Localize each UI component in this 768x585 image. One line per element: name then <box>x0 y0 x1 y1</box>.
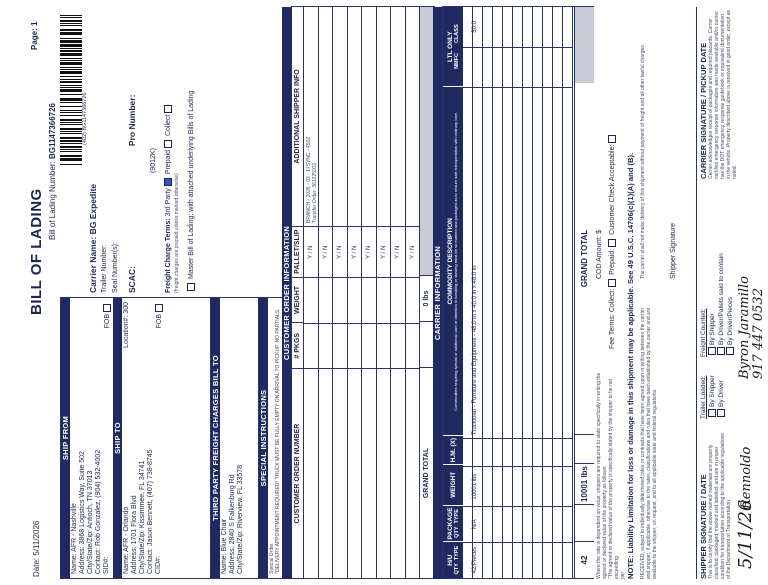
barcode-bar <box>60 131 82 132</box>
carrier-info-cell <box>533 438 543 466</box>
carrier-info-cell <box>533 7 543 47</box>
customer-order-heading: CUSTOMER ORDER INFORMATION <box>282 7 291 579</box>
carrier-info-grid-row <box>543 7 553 578</box>
carrier-info-cell <box>503 7 513 47</box>
trailer-by-driver-checkbox[interactable] <box>717 409 725 417</box>
customer-order-row <box>406 7 421 578</box>
barcode-bar <box>60 151 82 152</box>
carrier-info-row-1 <box>472 7 481 578</box>
carrier-delivery-note: The carrier shall not make delivery of this shipment without payment of freight and all other lawful charges. <box>640 43 646 279</box>
carrier-info-cell <box>523 466 533 506</box>
carrier-info-cell <box>503 438 513 466</box>
barcode-bar <box>60 79 82 80</box>
carrier-info-cell <box>523 87 533 438</box>
customer-order-cell <box>377 368 392 578</box>
carrier-info-cell <box>483 506 493 542</box>
barcode-bar <box>60 23 82 24</box>
customer-order-cell <box>348 7 363 226</box>
carrier-info-cell <box>523 438 533 466</box>
customer-order-row <box>348 7 363 578</box>
col-carrier-weight: WEIGHT <box>443 464 463 505</box>
cod-amount-field: COD Amount: $ <box>596 229 603 279</box>
col-hm: H.M. (X) <box>443 435 463 464</box>
freight-terms-note: (freight charges are prepaid unless marked otherwise) <box>174 173 180 293</box>
carrier-info-cell <box>513 87 523 438</box>
barcode-bar <box>60 122 82 123</box>
special-instructions-heading: SPECIAL INSTRUCTIONS <box>259 298 268 578</box>
customer-order-cell <box>391 368 406 578</box>
customer-order-cell <box>319 7 334 226</box>
carrier-info-grid-row <box>513 7 523 578</box>
carrier-info-grid-row <box>493 7 503 578</box>
trailer-loaded-section: Trailer Loaded: By Shipper By Driver <box>700 375 725 419</box>
row-type: N/A <box>472 519 478 530</box>
barcode-bar <box>60 76 82 77</box>
barcode-bar <box>60 25 82 26</box>
shipper-signature-heading: SHIPPER SIGNATURE / DATE <box>699 474 708 579</box>
barcode-bar <box>60 140 82 142</box>
signature-block <box>696 7 767 579</box>
carrier-info-cell <box>543 542 553 578</box>
carrier-info-header <box>443 7 463 578</box>
col-handling-unit: H/U QTY TYPE <box>443 541 463 578</box>
customer-order-cell: Y / N <box>319 226 334 277</box>
customer-order-cell <box>304 368 319 578</box>
customer-order-row <box>391 7 406 578</box>
driver-handwritten-name: Byron Jaramillo <box>737 276 752 379</box>
barcode-bar <box>60 164 82 165</box>
carrier-info-cell <box>503 542 513 578</box>
scac-pro-row <box>127 8 138 293</box>
carrier-info-cell <box>523 7 533 47</box>
customer-order-cell: Y / N <box>391 226 406 277</box>
date-field: Date: 5/11/2026 <box>32 520 41 577</box>
barcode-bar <box>60 58 82 59</box>
carrier-info-cell <box>513 7 523 47</box>
carrier-info-cell <box>563 466 573 506</box>
special-instructions-text: Special Order *DELIVERY APPOINTMENT REQUIRED* TRUCK MUST BE FULLY EMPTY ON ARRIVAL TO PICKUP. NO PARTIALS. <box>269 308 281 574</box>
customer-order-cell <box>362 7 377 226</box>
customer-order-cell <box>377 277 392 323</box>
document-title: BILL OF LADING <box>28 188 45 315</box>
shipper-certification: This is to certify that the above named materials are properly classified, packaged, marked and labeled, and are in proper condition for transportation according to the applicable regulations of the Department of Transportation. <box>708 433 732 579</box>
carrier-info-cell <box>493 87 503 438</box>
ship-from-heading: SHIP FROM <box>61 298 70 578</box>
barcode-bar <box>60 53 82 56</box>
barcode-bar <box>60 71 82 74</box>
freight-counted-section: Freight Counted: By Shipper By Driver/Pallets said to contain By Driver/Pieces <box>700 253 734 357</box>
barcode-bar <box>60 124 82 125</box>
barcode-bar <box>60 50 82 52</box>
customer-order-cell <box>391 323 406 369</box>
carrier-information-heading: CARRIER INFORMATION <box>433 7 442 579</box>
barcode-bar <box>60 87 82 88</box>
counted-by-shipper-checkbox[interactable] <box>708 347 716 355</box>
customer-order-table <box>291 6 435 579</box>
customer-order-row <box>304 7 319 578</box>
third-party-heading: THIRD PARTY FREIGHT CHARGES BILL TO <box>211 298 220 578</box>
row-qty: 42/Pieces <box>472 546 478 574</box>
carrier-info-cell <box>523 506 533 542</box>
barcode-bar <box>60 15 82 16</box>
customer-order-row <box>319 7 334 578</box>
barcode-bar <box>60 89 82 92</box>
col-package: PACKAGE QTY TYPE <box>443 505 463 542</box>
carrier-info-cell <box>563 438 573 466</box>
row-class: 50.0 <box>472 21 478 33</box>
carrier-info-grid-row <box>553 7 563 578</box>
barcode <box>60 15 82 165</box>
carrier-info-cell <box>563 542 573 578</box>
carrier-info-cell <box>553 438 563 466</box>
barcode-bar <box>60 133 82 134</box>
prepaid-checkbox[interactable] <box>164 140 172 148</box>
shipper-signature-section <box>699 429 732 579</box>
col-pallet-slip: PALLET/SLIP <box>292 226 304 277</box>
carrier-info-cell <box>493 47 503 87</box>
customer-order-cell <box>348 323 363 369</box>
customer-order-cell <box>406 323 421 369</box>
carrier-info-grid-row <box>563 7 573 578</box>
barcode-bar <box>60 62 82 65</box>
carrier-info-grid-row <box>523 7 533 578</box>
customer-order-cell <box>333 277 348 323</box>
customer-order-cell <box>333 368 348 578</box>
barcode-bar <box>60 17 82 18</box>
carrier-info-grid-row <box>533 7 543 578</box>
carrier-information-table <box>442 6 594 579</box>
customer-check-checkbox[interactable] <box>608 135 616 143</box>
ship-to-fob-checkbox[interactable] <box>155 304 163 312</box>
carrier-info-cell <box>503 87 513 438</box>
carrier-info-cell <box>543 7 553 47</box>
carrier-info-cell <box>493 438 503 466</box>
carrier-info-grid-row <box>483 7 493 578</box>
scac-field: SCAC: <box>127 266 137 293</box>
shipper-signature-label: Shipper Signature <box>670 222 677 279</box>
collect-checkbox[interactable] <box>164 105 172 113</box>
customer-order-grand-total-label: GRAND TOTAL <box>420 367 434 578</box>
carrier-info-cell <box>553 466 563 506</box>
party-block <box>60 297 212 579</box>
carrier-info-cell <box>543 87 553 438</box>
barcode-bar <box>60 38 82 39</box>
barcode-bar <box>60 102 82 103</box>
carrier-info-cell <box>553 506 563 542</box>
barcode-bar <box>60 40 82 43</box>
carrier-info-cell <box>553 542 563 578</box>
customer-order-cell <box>391 277 406 323</box>
customer-order-rows <box>304 7 420 578</box>
barcode-bar <box>60 67 82 68</box>
carrier-info-cell <box>543 506 553 542</box>
carrier-certification: Carrier acknowledges receipt of packages and required placards. Carrier certifies emergency response information was made available and/or carrier has the DOT emergency response guidebook or equivalent documentation in the vehicle. Property described above is received in good order, except as noted. <box>708 10 738 179</box>
carrier-info-cell <box>543 47 553 87</box>
barcode-bar <box>60 81 82 83</box>
customer-order-cell <box>362 368 377 578</box>
customer-order-cell <box>348 277 363 323</box>
ship-from-section: Name: AFR - Nashville Address: 3868 Logistics Way, Suite 502 City/State/Zip: Antioch, TN 37013 Contact: Rob Gonzalez, (904) 532-4002 SID#: FOB <box>70 298 113 578</box>
carrier-grand-total-label: GRAND TOTAL <box>580 229 589 288</box>
master-bol-row: Master Bill of Lading: with attached underlying Bills of Lading <box>186 8 197 293</box>
carrier-info-cell <box>563 87 573 438</box>
carrier-info-cell <box>513 466 523 506</box>
customer-order-cell <box>319 323 334 369</box>
fee-prepaid-checkbox[interactable] <box>608 239 616 247</box>
customer-order-cell <box>362 323 377 369</box>
customer-order-cell <box>333 323 348 369</box>
carrier-info-cell <box>513 506 523 542</box>
carrier-info-cell <box>563 506 573 542</box>
customer-order-cell <box>377 7 392 226</box>
bill-of-lading-document <box>24 0 768 585</box>
carrier-info-cell <box>533 542 543 578</box>
customer-order-cell <box>348 368 363 578</box>
barcode-bar <box>60 119 82 121</box>
barcode-bar <box>60 155 82 157</box>
customer-order-cell <box>406 7 421 226</box>
carrier-name-field: Carrier Name: BG Expedite <box>88 183 98 293</box>
third-party-block: THIRD PARTY FREIGHT CHARGES BILL TO Name: Blue Chair Address: 2840 S Falkenburg Rd City/State/Zip: Riverview, FL 33578 <box>210 297 260 579</box>
customer-order-cell <box>319 277 334 323</box>
carrier-info-cell <box>523 542 533 578</box>
ship-to-section: Name: AFR - Orlando Location#: 300 Address: 1701 Flora Blvd City/State/Zip: Kissimmee, FL 34741 Contact: Jason Bennett, (407) 738-8745 CID#: FOB <box>122 302 163 574</box>
bol-number: BG11473667​26 <box>48 102 57 160</box>
customer-order-cell <box>333 7 348 226</box>
customer-order-cell <box>391 7 406 226</box>
customer-order-row <box>377 7 392 578</box>
customer-order-cell <box>304 323 319 369</box>
barcode-bar <box>60 29 82 31</box>
row-description: Truckload - Furniture and Equipment - 48.0 in x 40.0 in x 48.0 in <box>472 265 478 435</box>
declared-value-note: Where the rate is dependent on value, shippers are required to state specifically in writing the agreed or declared value of the property as follows: "The agreed or declared value of the property is specifically stated by the shipper to be not exceeding per <box>596 372 626 579</box>
driver-handwritten-phone: 917 447 0532 <box>751 288 766 379</box>
third-party-checkbox[interactable] <box>164 178 172 186</box>
master-bol-checkbox[interactable] <box>187 283 195 291</box>
col-additional-info: ADDITIONAL SHIPPER INFO <box>292 7 304 226</box>
customer-order-cell <box>319 368 334 578</box>
carrier-info-cell <box>483 87 493 438</box>
carrier-info-cell <box>533 47 543 87</box>
customer-order-cell <box>406 277 421 323</box>
carrier-info-cell <box>483 542 493 578</box>
carrier-total-qty: 42 <box>575 541 594 578</box>
carrier-info-cell <box>553 87 563 438</box>
col-ltl-only: LTL ONLY NMFC CLASS <box>443 7 463 86</box>
counted-by-driver-pieces-checkbox[interactable] <box>726 347 734 355</box>
carrier-info-cell <box>503 506 513 542</box>
page-number: Page: 1 <box>30 21 39 50</box>
carrier-block <box>88 8 282 293</box>
customer-order-total-weight: 0 lbs <box>420 275 434 321</box>
customer-order-row <box>362 7 377 578</box>
carrier-info-cell <box>563 7 573 47</box>
carrier-info-cell <box>513 438 523 466</box>
carrier-info-cell <box>493 506 503 542</box>
barcode-bar <box>60 60 82 61</box>
carrier-info-cell <box>483 7 493 47</box>
barcode-graphic <box>60 15 82 165</box>
date-value: 5/11/2026 <box>32 520 41 556</box>
carrier-info-cell <box>493 7 503 47</box>
customer-order-cell: Y / N <box>362 226 377 277</box>
carrier-name: BG Expedite <box>88 183 98 235</box>
carrier-info-cell <box>533 506 543 542</box>
carrier-info-cell <box>533 87 543 438</box>
carrier-info-cell <box>483 466 493 506</box>
barcode-bar <box>60 112 82 113</box>
carrier-code: (9012K) <box>150 148 157 173</box>
col-customer-order-number: CUSTOMER ORDER NUMBER <box>292 368 304 578</box>
seal-number-field: Seal Number(s): <box>112 242 119 293</box>
carrier-info-cell <box>553 47 563 87</box>
carrier-info-cell <box>563 47 573 87</box>
customer-order-cell: Y / N <box>333 226 348 277</box>
carrier-signature-heading: CARRIER SIGNATURE / PICKUP DATE <box>699 42 708 179</box>
barcode-bar <box>60 115 82 116</box>
carrier-info-cell <box>493 542 503 578</box>
col-weight: WEIGHT <box>292 277 304 323</box>
barcode-bar <box>60 44 82 47</box>
barcode-bar <box>60 32 82 35</box>
barcode-bar <box>60 85 82 86</box>
carrier-info-cell <box>553 7 563 47</box>
col-commodity: COMMODITY DESCRIPTION Commodities requiring special or additional care or attention in handling or stowing must be so marked and packaged as to ensure safe transportation with ordinary care. <box>443 86 463 435</box>
barcode-text: (402) BG11473667​26 <box>82 92 88 145</box>
fee-collect-checkbox[interactable] <box>608 279 616 287</box>
carrier-info-total-row <box>574 7 594 578</box>
barcode-bar <box>60 128 82 130</box>
carrier-info-cell <box>513 542 523 578</box>
counted-by-driver-pallets-checkbox[interactable] <box>717 347 725 355</box>
fee-terms-row: Fee Terms: Collect: Prepaid: Customer Check Acceptable: <box>608 133 616 349</box>
pro-number-field: Pro Number: <box>127 94 137 147</box>
barcode-bar <box>60 158 82 161</box>
carrier-info-cell <box>513 47 523 87</box>
carrier-info-cell <box>543 438 553 466</box>
customer-order-cell: Y / N <box>348 226 363 277</box>
freight-terms-row: Freight Charge Terms: 3rd Party Prepaid Collect <box>163 8 174 293</box>
shipper-handwritten-date: 5/11/26 <box>735 499 756 569</box>
carrier-info-cell <box>543 466 553 506</box>
barcode-bar <box>60 106 82 107</box>
customer-order-header <box>292 7 304 578</box>
barcode-bar <box>60 146 82 148</box>
barcode-bar <box>60 98 82 101</box>
customer-order-cell: Y / N <box>304 226 319 277</box>
customer-order-cell <box>304 277 319 323</box>
customer-order-cell <box>377 323 392 369</box>
carrier-info-cell <box>493 466 503 506</box>
carrier-signature-section <box>699 9 738 179</box>
trailer-number-field: Trailer Number: <box>101 244 108 293</box>
ship-to-heading: SHIP TO <box>113 298 122 578</box>
barcode-bar <box>60 137 82 139</box>
carrier-info-cell <box>523 47 533 87</box>
col-pkgs: # PKGS <box>292 322 304 368</box>
customer-order-cell <box>362 277 377 323</box>
barcode-bar <box>60 48 82 49</box>
received-text: RECEIVED, subject to individually determined rates or contracts that have been agreed upon in writing between the carrier and shipper, if applicable, otherwise to the rates, classifications and rules that have been established by the carrier and are available to the shipper, on request, and to all applicable state and federal regulations. <box>640 307 658 579</box>
carrier-info-cell <box>483 438 493 466</box>
liability-note: NOTE: Liability Limitation for loss or damage in this shipment may be applicable. See 49 U.S.C. 14706(c)(1)(A) and (B). <box>626 152 635 579</box>
liability-block <box>596 7 696 579</box>
trailer-by-shipper-checkbox[interactable] <box>708 409 716 417</box>
carrier-info-cell <box>533 466 543 506</box>
bol-number-field: Bill of Lading Number: BG11473667​26 <box>48 102 57 240</box>
customer-order-total-row <box>420 7 434 578</box>
barcode-bar <box>60 143 82 144</box>
special-instructions-block <box>258 297 284 579</box>
barcode-bar <box>60 149 82 150</box>
shipper-handwritten-initials: Rennoldo <box>739 446 754 509</box>
barcode-bar <box>60 20 82 22</box>
barcode-bar <box>60 69 82 70</box>
customer-order-row <box>333 7 348 578</box>
carrier-info-grid-row <box>503 7 513 578</box>
barcode-bar <box>60 110 82 111</box>
carrier-info-cell <box>503 47 513 87</box>
row-weight: 10001 lbs <box>472 473 478 500</box>
customer-order-cell: Y / N <box>377 226 392 277</box>
carrier-info-cell <box>503 466 513 506</box>
barcode-bar <box>60 94 82 95</box>
customer-order-cell <box>406 368 421 578</box>
carrier-info-cell <box>483 47 493 87</box>
ship-from-fob-checkbox[interactable] <box>103 304 111 312</box>
carrier-total-weight: 10001 lbs <box>575 463 594 504</box>
customer-order-cell: Y / N <box>406 226 421 277</box>
additional-info-value: BRANCH - 2026 - 03 - 17SYNC - 4502 Transfer Order: 361225931 <box>306 136 318 223</box>
